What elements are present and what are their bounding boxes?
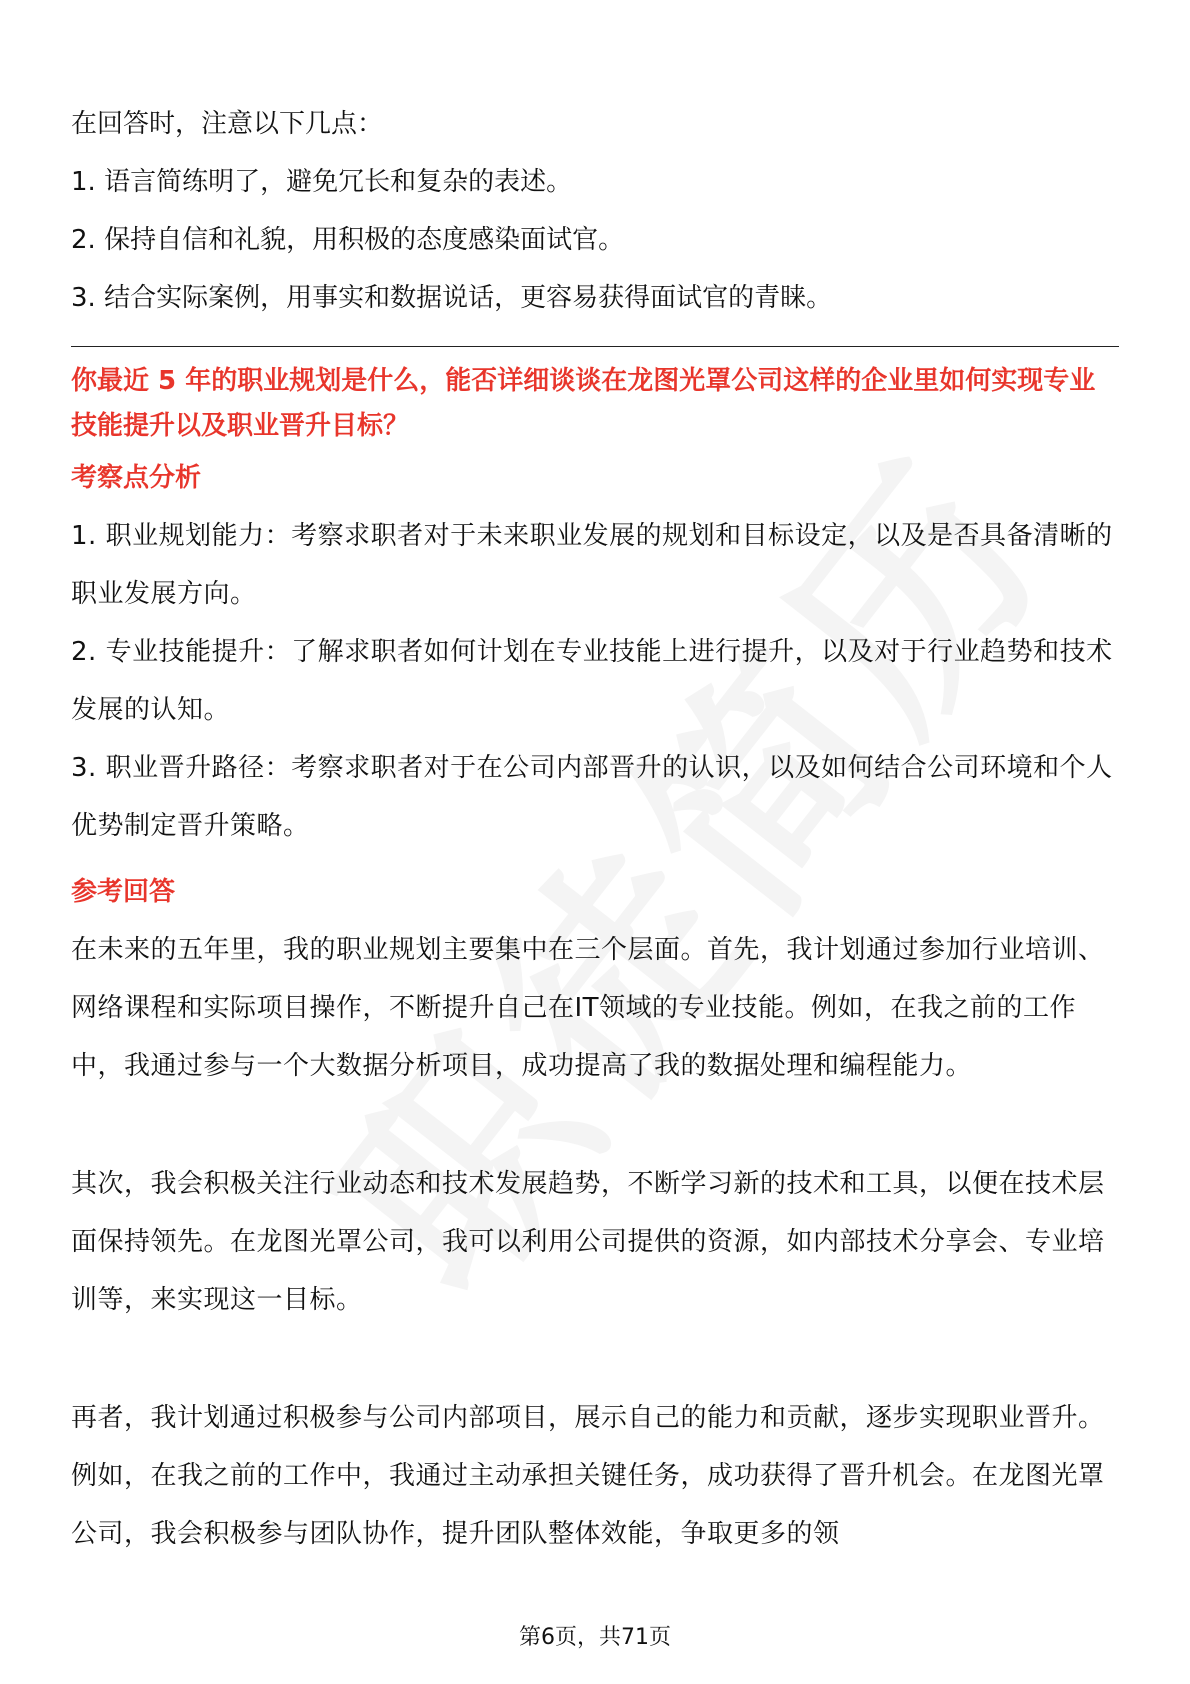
intro-point-1: 1. 语言简练明了，避免冗长和复杂的表述。 <box>71 167 573 197</box>
answer-paragraph-3: 再者，我计划通过积极参与公司内部项目，展示自己的能力和贡献，逐步实现职业晋升。例如，在我之前的工作中，我通过主动承担关键任务，成功获得了晋升机会。在龙图光罩公司，我会积极参与团队协作，提升团队整体效能，争取更多的领 <box>71 1403 1105 1549</box>
intro-point-2: 2. 保持自信和礼貌，用积极的态度感染面试官。 <box>71 225 625 255</box>
analysis-point-2: 2. 专业技能提升：了解求职者如何计划在专业技能上进行提升，以及对于行业趋势和技术发展的认知。 <box>71 637 1113 725</box>
answer-paragraph-1: 在未来的五年里，我的职业规划主要集中在三个层面。首先，我计划通过参加行业培训、网络课程和实际项目操作，不断提升自己在IT领域的专业技能。例如，在我之前的工作中，我通过参与一个大数据分析项目，成功提高了我的数据处理和编程能力。 <box>71 935 1105 1081</box>
answer-paragraph-2: 其次，我会积极关注行业动态和技术发展趋势，不断学习新的技术和工具，以便在技术层面保持领先。在龙图光罩公司，我可以利用公司提供的资源，如内部技术分享会、专业培训等，来实现这一目标。 <box>71 1169 1105 1315</box>
analysis-point-3: 3. 职业晋升路径：考察求职者对于在公司内部晋升的认识，以及如何结合公司环境和个人优势制定晋升策略。 <box>71 753 1113 841</box>
spacer <box>71 1329 1119 1389</box>
analysis-title: 考察点分析 <box>71 463 202 493</box>
question-heading: 你最近 5 年的职业规划是什么，能否详细谈谈在龙图光罩公司这样的企业里如何实现专业技能提升以及职业晋升目标？ <box>71 366 1096 441</box>
spacer <box>71 1095 1119 1155</box>
answer-title: 参考回答 <box>71 877 176 907</box>
analysis-point-1: 1. 职业规划能力：考察求职者对于未来职业发展的规划和目标设定，以及是否具备清晰的职业发展方向。 <box>71 521 1113 609</box>
document-page <box>71 95 1119 1563</box>
section-divider <box>71 346 1119 347</box>
page-number: 第6页，共71页 <box>519 1625 671 1650</box>
intro-heading: 在回答时，注意以下几点： <box>71 109 384 139</box>
intro-point-3: 3. 结合实际案例，用事实和数据说话，更容易获得面试官的青睐。 <box>71 283 833 313</box>
spacer <box>71 855 1119 863</box>
